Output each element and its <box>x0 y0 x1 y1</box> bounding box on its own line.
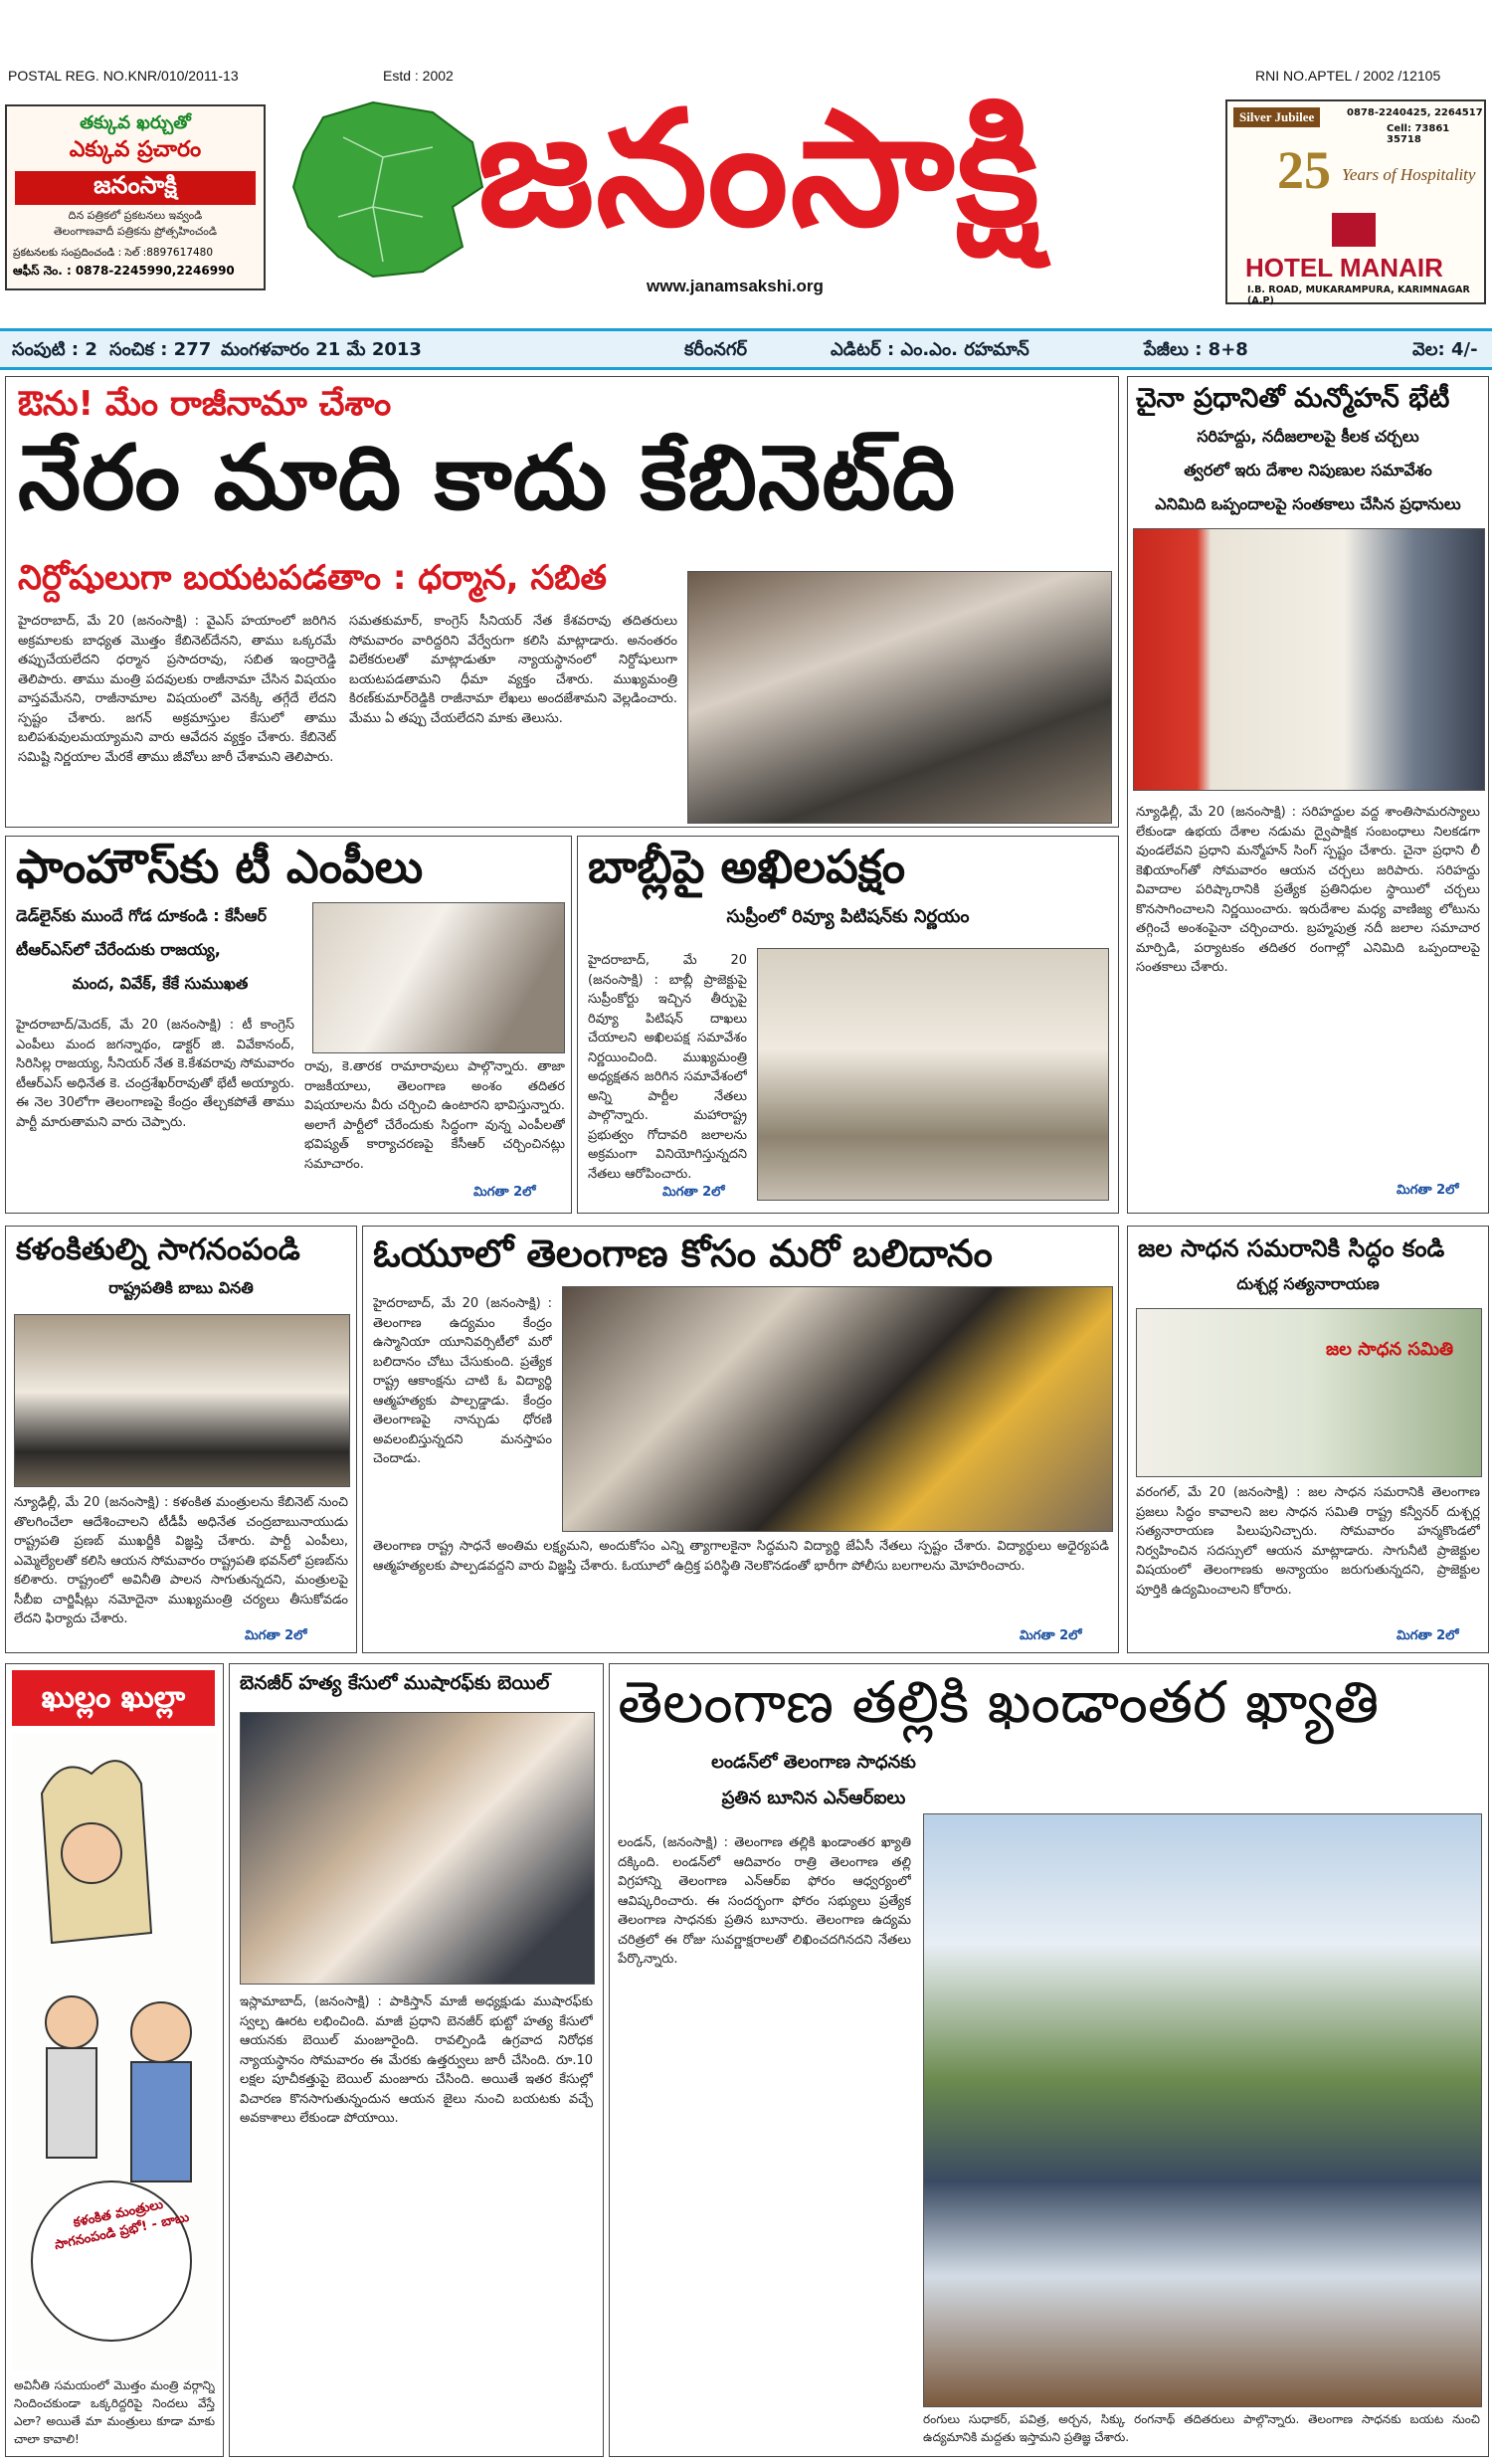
cartoon-sign-text: కళంకిత మంత్రులు సాగనంపండి ప్రభో! - బాబు <box>53 2196 191 2253</box>
jala-photo <box>1136 1308 1482 1477</box>
dateline-strip <box>0 328 1492 370</box>
ad-line3: దిన పత్రికలో ప్రకటనలు ఇవ్వండి <box>68 209 203 222</box>
ad-phone: 0878-2240425, 2264517 <box>1347 107 1483 118</box>
ou-photo <box>562 1286 1113 1532</box>
babli-photo <box>757 948 1109 1201</box>
lead-headline: నేరం మాది కాదు కేబినెట్‌ది <box>18 426 957 530</box>
ou-story <box>362 1226 1119 1653</box>
farmhouse-photo <box>312 902 565 1053</box>
price: వెల: 4/- <box>1412 339 1478 360</box>
ad-years-text: Years of Hospitality <box>1342 165 1476 184</box>
london-body-bottom: రంగులు సుధాకర్, పవిత్ర, అర్చన, సిక్కు రంగనాథ్ తదితరులు పాల్గొన్నారు. తెలంగాణ సాధనకు బయట నుంచి ఉద్యమానికి మద్దతు ఇస్తామని ప్రతిజ్ఞ చేశారు. <box>923 2412 1480 2444</box>
jala-continued: మిగతా 2లో <box>1397 1628 1459 1643</box>
khullam-caption: అవినీతి సమయంలో మొత్తం మంత్రి వర్గాన్ని నిందించకుండా ఒక్కరిద్దరిపై నిందలు వేస్తే ఎలా? అయితే మా మంత్రులు కూడా మాకు చాలా కావాలి! <box>14 2378 215 2446</box>
china-continued: మిగతా 2లో <box>1397 1183 1459 1198</box>
jala-headline: జల సాధన సమరానికి సిద్ధం కండి <box>1138 1234 1445 1262</box>
london-body: లండన్, (జనంసాక్షి) : తెలంగాణ తల్లికి ఖండాంతర ఖ్యాతి దక్కింది. లండన్‌లో ఆదివారం రాత్రి తెలంగాణ తల్లి విగ్రహాన్ని తెలంగాణ ఎన్‌ఆర్‌ఐ ఫోరం ఆధ్వర్యంలో ఆవిష్కరించారు. ఈ సందర్భంగా ఫోరం సభ్యులు ప్రత్యేక తెలంగాణ సాధనకు ప్రతిన బూనారు. తెలంగాణ ఉద్యమ చరిత్రలో ఈ రోజు సువర్ణాక్షరాలతో లిఖించదగినదని నేతలు పేర్కొన్నారు. <box>618 1835 911 1967</box>
kalankitullu-continued: మిగతా 2లో <box>245 1628 307 1643</box>
lead-body-right: సమతకుమార్, కాంగ్రెస్‌ సీనియర్‌ నేత కేశవరావు తదితరులు సోమవారం వారిద్దరిని వేర్వేరుగా కలిసి మాట్లాడారు. అనంతరం విలేకరులతో మాట్లాడుతూ న్యాయస్థానంలో నిర్దోషులుగా బయటపడతామని ధీమా వ్యక్తం చేశారు. ముఖ్యమంత్రి కిరణ్‌కుమార్‌రెడ్డికి రాజీనామా లేఖలు అందజేశామని వెల్లడించారు. మేము ఏ తప్పు చేయలేదని మాకు తెలుసు. <box>349 614 677 726</box>
farmhouse-continued: మిగతా 2లో <box>473 1185 536 1200</box>
china-sub1: సరిహద్దు, నదీజలాలపై కీలక చర్చలు <box>1197 427 1419 446</box>
estd: Estd : 2002 <box>383 68 454 84</box>
kalankitullu-sub: రాష్ట్రపతికి బాబు వినతి <box>108 1278 254 1297</box>
editor: ఎడిటర్ : ఎం.ఎం. రహమాన్ <box>831 339 1029 360</box>
musharraf-headline: బెనజీర్‌ హత్య కేసులో ముషారఫ్‌కు బెయిల్‌ <box>240 1672 550 1694</box>
ad-address: I.B. ROAD, MUKARAMPURA, KARIMNAGAR (A.P) <box>1247 284 1470 306</box>
lead-subhead: నిర్దోషులుగా బయటపడతాం : ధర్మాన, సబిత <box>18 558 607 598</box>
issue: సంచిక : 277 <box>109 339 212 360</box>
ou-continued: మిగతా 2లో <box>1020 1628 1082 1643</box>
volume: సంపుటి : 2 <box>12 339 97 360</box>
newspaper-logo: జనంసాక్షి <box>477 76 1041 262</box>
left-advertisement <box>5 104 266 290</box>
ad-line2: ఎక్కువ ప్రచారం <box>69 137 202 162</box>
jala-sub: దుశ్చర్ల సత్యనారాయణ <box>1236 1274 1380 1293</box>
ou-body-bottom: తెలంగాణ రాష్ట్ర సాధనే అంతిమ లక్ష్యమని, అందుకోసం ఎన్ని త్యాగాలకైనా సిద్ధమని విద్యార్థి జేఏసీ నేతలు స్పష్టం చేశారు. విద్యార్థులు అధైర్యపడి ఆత్మహత్యలకు పాల్పడవద్దని వారు విజ్ఞప్తి చేశారు. ఓయూలో ఉద్రిక్త పరిస్థితి నెలకొనడంతో భారీగా పోలీసు బలగాలను మోహరించారు. <box>373 1539 1109 1574</box>
lead-story <box>5 376 1119 828</box>
china-story <box>1127 376 1489 1214</box>
kalankitullu-headline: కళంకితుల్ని సాగనంపండి <box>16 1232 300 1267</box>
khullam-title: ఖుల్లం ఖుల్లా <box>12 1670 215 1726</box>
china-sub2: త్వరలో ఇరు దేశాల నిపుణుల సమావేశం <box>1184 461 1432 479</box>
farmhouse-sub1: డెడ్‌లైన్‌కు ముందే గోడ దూకండి : కేసీఆర్ <box>16 906 268 925</box>
kalankitullu-story <box>5 1226 357 1653</box>
musharraf-photo <box>240 1712 595 1985</box>
babli-sub: సుప్రీంలో రివ్యూ పిటిషన్‌కు నిర్ణయం <box>726 906 970 927</box>
kalankitullu-photo <box>14 1314 350 1487</box>
london-headline: తెలంగాణ తల్లికి ఖండాంతర ఖ్యాతి <box>618 1668 1380 1736</box>
london-story <box>609 1663 1489 2457</box>
lead-body-left: హైదరాబాద్, మే 20 (జనంసాక్షి) : వైఎస్‌ హయాంలో జరిగిన అక్రమాలకు బాధ్యత మొత్తం కేబినెట్‌దేనని, తాము ఒక్కరమే తప్పుచేయలేదని ధర్మాన ప్రసాదరావు, సబిత ఇంద్రారెడ్డి తెలిపారు. తాము మంత్రి పదవులకు రాజీనామా చేసిన విషయం వాస్తవమేనని, రాజీనామాల విషయంలో వెనక్కి తగ్గేదే లేదని స్పష్టం చేశారు. జగన్‌ అక్రమాస్తుల కేసులో తాము బలిపశువులమయ్యామని వారు ఆవేదన వ్యక్తం చేశారు. కేబినెట్‌ సమిష్టి నిర్ణయాల మేరకే తాము జీవోలు జారీ చేశామని తెలిపారు. <box>18 614 336 765</box>
ad-contact2: ఆఫీస్ నెం. : 0878-2245990,2246990 <box>13 264 235 278</box>
london-sub2: ప్రతిన బూనిన ఎన్‌ఆర్‌ఐలు <box>721 1788 906 1808</box>
lead-kicker: ఔను! మేం రాజీనామా చేశాం <box>18 384 392 424</box>
issue-date: మంగళవారం 21 మే 2013 <box>221 339 422 360</box>
ad-years-number: 25 <box>1277 140 1331 200</box>
ad-cell: Cell: 73861 35718 <box>1387 123 1450 145</box>
jala-photo-banner: జల సాధన సమితి <box>1326 1339 1454 1360</box>
rni-number: RNI NO.APTEL / 2002 /12105 <box>1255 68 1441 84</box>
kalankitullu-body: న్యూఢిల్లీ, మే 20 (జనంసాక్షి) : కళంకిత మంత్రులను కేబినెట్‌ నుంచి తొలగించేలా ఆదేశించాలని టీడీపీ అధినేత చంద్రబాబునాయుడు రాష్ట్రపతి ప్రణబ్‌ ముఖర్జీకి విజ్ఞప్తి చేశారు. పార్టీ ఎంపీలు, ఎమ్మెల్యేలతో కలిసి ఆయన సోమవారం రాష్ట్రపతి భవన్‌లో ప్రణబ్‌ను కలిశారు. రాష్ట్రంలో అవినీతి పాలన సాగుతున్నదని, మంత్రులపై సీబీఐ చార్జిషీట్లు నమోదైనా ముఖ్యమంత్రి చర్యలు తీసుకోవడం లేదని ఫిర్యాదు చేశారు. <box>14 1495 348 1626</box>
china-headline: చైనా ప్రధానితో మన్మోహన్‌ భేటీ <box>1136 383 1450 414</box>
farmhouse-body-right: రావు, కె.తారక రామారావులు పాల్గొన్నారు. తాజా రాజకీయాలు, తెలంగాణ అంశం తదితర విషయాలను వీరు చర్చించి ఉంటారని భావిస్తున్నారు. అలాగే పార్టీలో చేరేందుకు సిద్ధంగా వున్న ఎంపీలతో భవిష్యత్‌ కార్యాచరణపై కేసీఆర్‌ చర్చించినట్లు సమాచారం. <box>304 1059 565 1172</box>
farmhouse-body-left: హైదరాబాద్/మెదక్, మే 20 (జనంసాక్షి) : టీ కాంగ్రెస్‌ ఎంపీలు మంద జగన్నాథం, డాక్టర్‌ జి. వివేకానంద్, సిరిసిల్ల రాజయ్య, సీనియర్‌ నేత కె.కేశవరావు సోమవారం టీఆర్‌ఎస్‌ అధినేత కె. చంద్రశేఖర్‌రావుతో భేటీ అయ్యారు. ఈ నెల 30లోగా తెలంగాణపై కేంద్రం తేల్చకపోతే తాము పార్టీ మారుతామని వారు చెప్పారు. <box>16 1018 294 1130</box>
ou-body-col1: హైదరాబాద్, మే 20 (జనంసాక్షి) : తెలంగాణ ఉద్యమం కేంద్రం ఉస్మానియా యూనివర్సిటీలో మరో బలిదానం చోటు చేసుకుంది. ప్రత్యేక రాష్ట్ర ఆకాంక్షను చాటి ఓ విద్యార్థి ఆత్మహత్యకు పాల్పడ్డాడు. కేంద్రం తెలంగాణపై నాన్చుడు ధోరణి అవలంబిస్తున్నదని మనస్తాపం చెందాడు. <box>373 1296 552 1466</box>
ad-brand: జనంసాక్షి <box>15 171 256 205</box>
ad-hotel-name: HOTEL MANAIR <box>1245 253 1443 283</box>
website-link[interactable]: www.janamsakshi.org <box>647 277 824 295</box>
ou-headline: ఓయూలో తెలంగాణ కోసం మరో బలిదానం <box>373 1232 993 1275</box>
telangana-map-icon <box>283 97 487 282</box>
edition-place: కరీంనగర్ <box>684 339 747 360</box>
musharraf-body: ఇస్లామాబాద్, (జనంసాక్షి) : పాకిస్తాన్‌ మాజీ అధ్యక్షుడు ముషారఫ్‌కు స్వల్ప ఊరట లభించింది. మాజీ ప్రధాని బెనజీర్‌ భుట్టో హత్య కేసులో ఆయనకు బెయిల్‌ మంజూరైంది. రావల్పిండి ఉగ్రవాద నిరోధక న్యాయస్థానం సోమవారం ఈ మేరకు ఉత్తర్వులు జారీ చేసింది. రూ.10 లక్షల పూచీకత్తుపై బెయిల్‌ మంజూరు చేసింది. అయితే ఇతర కేసుల్లో విచారణ కొనసాగుతున్నందున ఆయన జైలు నుంచి బయటకు వచ్చే అవకాశాలు లేకుండా పోయాయి. <box>240 1994 593 2126</box>
babli-body: హైదరాబాద్, మే 20 (జనంసాక్షి) : బాబ్లీ ప్రాజెక్టుపై సుప్రీంకోర్టు ఇచ్చిన తీర్పుపై రివ్యూ పిటిషన్‌ దాఖలు చేయాలని అఖిలపక్ష సమావేశం నిర్ణయించింది. ముఖ్యమంత్రి అధ్యక్షతన జరిగిన సమావేశంలో అన్ని పార్టీల నేతలు పాల్గొన్నారు. మహారాష్ట్ర ప్రభుత్వం గోదావరి జలాలను అక్రమంగా వినియోగిస్తున్నదని నేతలు ఆరోపించారు. <box>588 953 747 1182</box>
lead-photo <box>687 571 1112 824</box>
farmhouse-sub2: టీఆర్‌ఎస్‌లో చేరేందుకు రాజయ్య, <box>16 940 221 959</box>
cartoon-drawing-icon <box>12 1734 217 2370</box>
china-body: న్యూఢిల్లీ, మే 20 (జనంసాక్షి) : సరిహద్దుల వద్ద శాంతిసామరస్యాలు లేకుండా ఉభయ దేశాల నడుమ ద్వైపాక్షిక సంబంధాలు నిలకడగా వుండలేవని ప్రధాని మన్మోహన్‌ సింగ్‌ స్పష్టం చేశారు. చైనా ప్రధాని లీ కెఖియాంగ్‌తో సోమవారం ఆయన చర్చలు జరిపారు. సరిహద్దు వివాదాల పరిష్కారానికి ప్రత్యేక ప్రతినిధుల స్థాయిలో చర్చలు కొనసాగించాలని నిర్ణయించారు. ఇరుదేశాల మధ్య వాణిజ్య లోటును తగ్గించే అంశంపైనా చర్చించారు. బ్రహ్మపుత్ర నదీ జలాల సమాచార మార్పిడి, పర్యాటకం తదితర రంగాల్లో ఎనిమిది ఒప్పందాలపై సంతకాలు చేశారు. <box>1136 805 1480 975</box>
jala-story <box>1127 1226 1489 1653</box>
babli-story <box>577 836 1119 1214</box>
ad-line1: తక్కువ ఖర్చుతో <box>80 112 191 133</box>
page-count: పేజీలు : 8+8 <box>1144 339 1248 360</box>
farmhouse-headline: ఫాంహౌస్‌కు టీ ఎంపీలు <box>16 840 424 893</box>
ad-contact1: ప్రకటనలకు సంప్రదించండి : సెల్ :8897617480 <box>13 247 213 259</box>
postal-reg: POSTAL REG. NO.KNR/010/2011-13 <box>8 68 239 84</box>
london-sub1: లండన్‌లో తెలంగాణ సాధనకు <box>711 1752 916 1773</box>
right-advertisement <box>1225 99 1486 304</box>
london-photo <box>923 1813 1482 2407</box>
khullam-cartoon <box>5 1663 224 2457</box>
farmhouse-sub3: మంద, వివేక్, కేకే సుముఖత <box>72 974 249 993</box>
babli-continued: మిగతా 2లో <box>662 1185 725 1200</box>
china-sub3: ఎనిమిది ఒప్పందాలపై సంతకాలు చేసిన ప్రధానులు <box>1155 494 1461 513</box>
ad-line4: తెలంగాణవాదీ పత్రికను ప్రోత్సహించండి <box>53 225 218 238</box>
musharraf-story <box>229 1663 604 2457</box>
babli-headline: బాబ్లీపై అఖిలపక్షం <box>588 840 906 893</box>
ad-silver-jubilee: Silver Jubilee <box>1233 107 1320 127</box>
hotel-logo-icon <box>1332 213 1376 247</box>
china-photo <box>1133 528 1485 791</box>
jala-body: వరంగల్, మే 20 (జనంసాక్షి) : జల సాధన సమరానికి తెలంగాణ ప్రజలు సిద్ధం కావాలని జల సాధన సమితి రాష్ట్ర కన్వీనర్‌ దుశ్చర్ల సత్యనారాయణ పిలుపునిచ్చారు. సోమవారం హన్మకొండలో నిర్వహించిన సదస్సులో ఆయన మాట్లాడారు. సాగునీటి ప్రాజెక్టుల విషయంలో తెలంగాణకు అన్యాయం జరుగుతున్నదని, ప్రాజెక్టుల పూర్తికి ఉద్యమించాలని కోరారు. <box>1136 1485 1480 1598</box>
farmhouse-story <box>5 836 572 1214</box>
